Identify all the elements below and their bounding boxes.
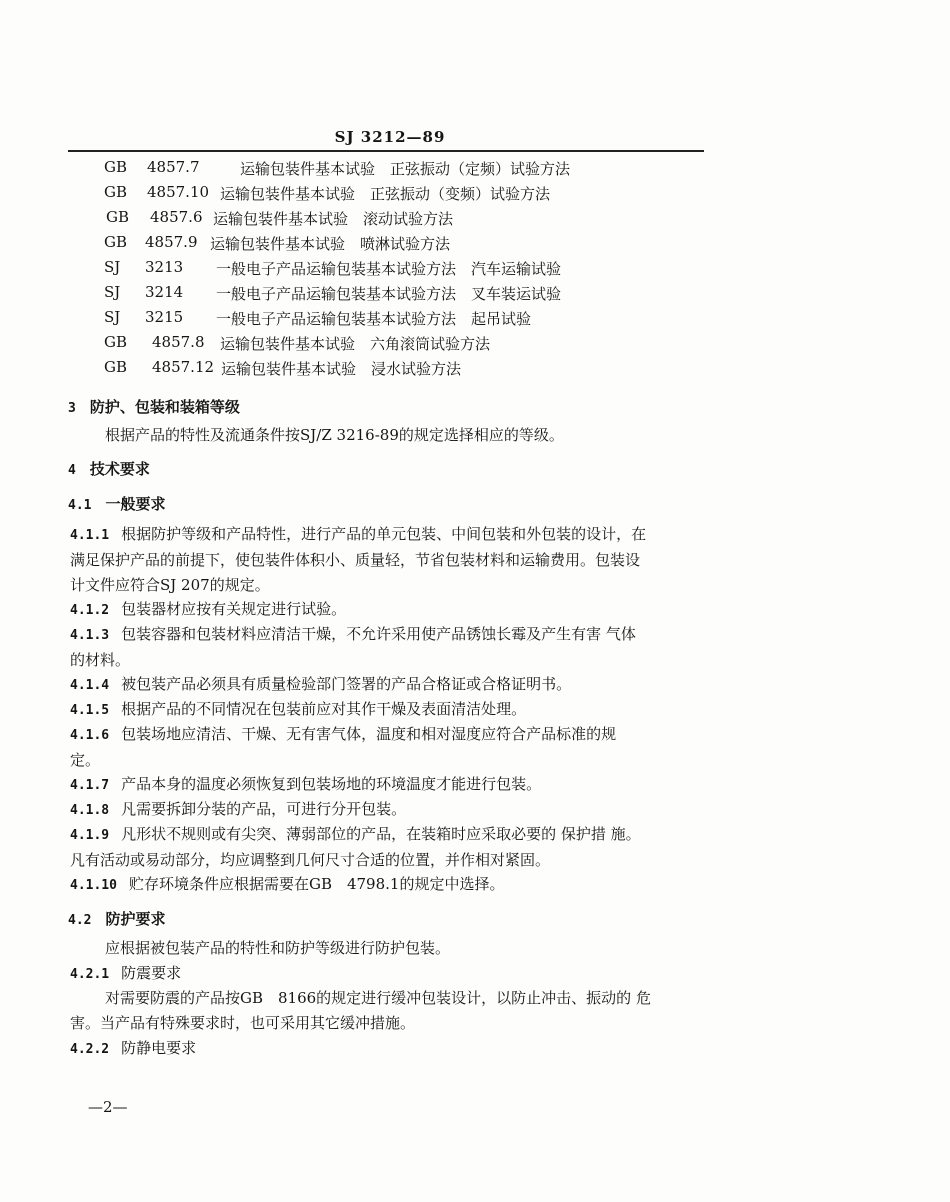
clause-number: 4.1.2	[70, 603, 110, 618]
ref-code: GB	[106, 208, 130, 226]
ref-title: 运输包装件基本试验 喷淋试验方法	[210, 235, 451, 253]
ref-title: 运输包装件基本试验 正弦振动（定频）试验方法	[240, 160, 571, 178]
clause-number: 4.1.8	[70, 803, 110, 818]
section-4-2-text: 应根据被包装产品的特性和防护等级进行防护包装。	[105, 939, 451, 957]
ref-number: 3214	[145, 283, 184, 301]
section-title: 一般要求	[105, 495, 166, 513]
clause-number: 4.1.7	[70, 778, 110, 793]
ref-number: 4857.9	[145, 233, 198, 251]
standard-header: SJ 3212—89	[334, 128, 446, 146]
ref-title: 运输包装件基本试验 浸水试验方法	[221, 360, 462, 378]
ref-code: GB	[104, 183, 128, 201]
ref-number: 3213	[145, 258, 184, 276]
section-number: 4.2	[68, 913, 92, 928]
clause-text: 包装容器和包装材料应清洁干燥，不允许采用使产品锈蚀长霉及产生有害 气体	[121, 625, 636, 643]
clause-text: 定。	[70, 751, 101, 769]
ref-number: 4857.10	[147, 183, 210, 201]
clause-number: 4.2.2	[70, 1042, 110, 1057]
clause-title: 防震要求	[121, 964, 182, 982]
section-4-1-heading	[68, 493, 166, 514]
ref-code: GB	[104, 358, 128, 376]
ref-number: 4857.7	[147, 158, 200, 176]
section-number: 4	[68, 463, 76, 478]
section-title: 防护、包装和装箱等级	[89, 398, 240, 416]
section-3-heading	[68, 396, 240, 417]
clause-4-1-1	[70, 522, 646, 598]
ref-title: 运输包装件基本试验 正弦振动（变频）试验方法	[220, 185, 551, 203]
clause-4-1-5	[70, 697, 526, 723]
section-3-text: 根据产品的特性及流通条件按SJ/Z 3216-89的规定选择相应的等级。	[105, 426, 564, 444]
section-number: 4.1	[68, 498, 92, 513]
section-number: 3	[68, 401, 76, 416]
clause-number: 4.1.1	[70, 528, 110, 543]
clause-4-1-2	[70, 597, 346, 623]
ref-code: GB	[104, 158, 128, 176]
clause-text: 计文件应符合SJ 207的规定。	[70, 576, 270, 594]
ref-title: 一般电子产品运输包装基本试验方法 叉车装运试验	[216, 285, 562, 303]
ref-title: 一般电子产品运输包装基本试验方法 汽车运输试验	[216, 260, 562, 278]
ref-code: GB	[104, 233, 128, 251]
clause-text: 产品本身的温度必须恢复到包装场地的环境温度才能进行包装。	[121, 775, 542, 793]
ref-title: 运输包装件基本试验 六角滚筒试验方法	[220, 335, 491, 353]
ref-number: 4857.12	[152, 358, 215, 376]
clause-4-1-4	[70, 672, 571, 698]
clause-text: 包装器材应按有关规定进行试验。	[121, 600, 347, 618]
section-title: 技术要求	[89, 460, 150, 478]
ref-code: SJ	[104, 308, 121, 326]
clause-4-2-2	[70, 1036, 196, 1062]
section-title: 防护要求	[105, 910, 166, 928]
clause-4-2-1	[70, 961, 181, 987]
clause-title: 防静电要求	[121, 1039, 197, 1057]
clause-4-1-9	[70, 822, 641, 873]
clause-text: 满足保护产品的前提下，使包装件体积小、质量轻，节省包装材料和运输费用。包装设	[70, 551, 641, 569]
clause-text: 凡有活动或易动部分，均应调整到几何尺寸合适的位置，并作相对紧固。	[70, 851, 551, 869]
clause-text: 的材料。	[70, 651, 131, 669]
header-rule	[68, 150, 704, 152]
clause-text: 凡形状不规则或有尖突、薄弱部位的产品，在装箱时应采取必要的 保护措 施。	[121, 825, 641, 843]
clause-number: 4.1.10	[70, 878, 117, 893]
ref-title: 一般电子产品运输包装基本试验方法 起吊试验	[216, 310, 532, 328]
clause-number: 4.1.9	[70, 828, 110, 843]
ref-code: SJ	[104, 283, 121, 301]
section-4-2-heading	[68, 908, 166, 929]
clause-text: 贮存环境条件应根据需要在GB 4798.1的规定中选择。	[128, 875, 505, 893]
clause-4-1-10	[70, 872, 504, 898]
clause-number: 4.1.6	[70, 728, 110, 743]
clause-4-2-1-text-cont: 害。当产品有特殊要求时，也可采用其它缓冲措施。	[70, 1014, 416, 1032]
ref-number: 3215	[145, 308, 184, 326]
clause-text: 凡需要拆卸分装的产品，可进行分开包装。	[121, 800, 407, 818]
clause-number: 4.1.4	[70, 678, 110, 693]
ref-number: 4857.6	[150, 208, 203, 226]
clause-number: 4.2.1	[70, 967, 110, 982]
ref-code: SJ	[104, 258, 121, 276]
clause-text: 根据防护等级和产品特性，进行产品的单元包装、中间包装和外包装的设计，在	[121, 525, 647, 543]
clause-4-1-6	[70, 722, 616, 773]
clause-text: 包装场地应清洁、干燥、无有害气体，温度和相对湿度应符合产品标准的规	[121, 725, 617, 743]
clause-4-1-3	[70, 622, 636, 673]
clause-4-1-7	[70, 772, 541, 798]
ref-number: 4857.8	[152, 333, 205, 351]
ref-code: GB	[104, 333, 128, 351]
clause-text: 被包装产品必须具有质量检验部门签署的产品合格证或合格证明书。	[121, 675, 572, 693]
clause-number: 4.1.5	[70, 703, 110, 718]
clause-4-2-1-text: 对需要防震的产品按GB 8166的规定进行缓冲包装设计，以防止冲击、振动的 危	[105, 989, 651, 1007]
clause-4-1-8	[70, 797, 406, 823]
clause-number: 4.1.3	[70, 628, 110, 643]
page-number: —2—	[88, 1098, 128, 1116]
section-4-heading	[68, 458, 150, 479]
ref-title: 运输包装件基本试验 滚动试验方法	[213, 210, 454, 228]
clause-text: 根据产品的不同情况在包装前应对其作干燥及表面清洁处理。	[121, 700, 527, 718]
